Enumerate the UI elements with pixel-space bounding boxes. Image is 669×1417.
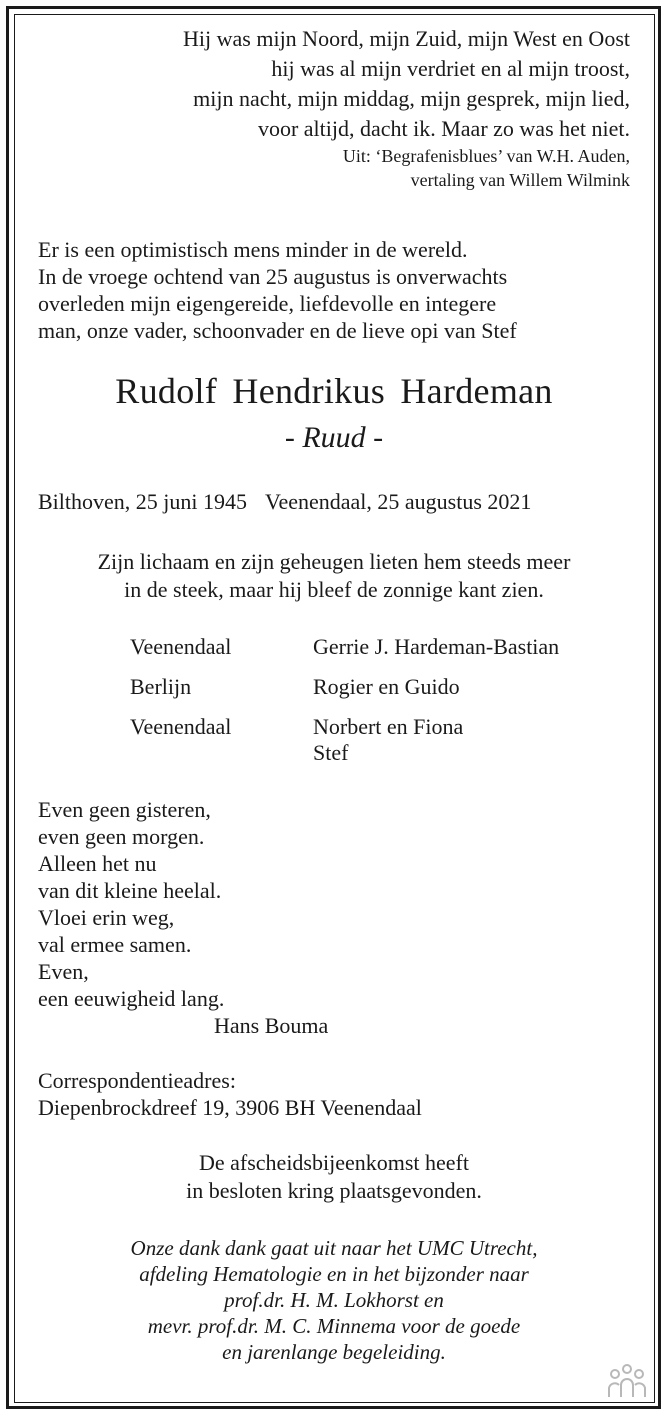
poem-line: Even,: [38, 959, 89, 984]
thanks-line: Onze dank dank gaat uit naar het UMC Utrecht,: [130, 1236, 538, 1260]
family-row: [38, 674, 630, 700]
announcement-line: man, onze vader, schoonvader en de lieve opi van Stef: [38, 318, 517, 343]
poem-line: hij was al mijn verdriet en al mijn troost,: [271, 56, 630, 81]
quote-line: in de steek, maar hij bleef de zonnige kant zien.: [124, 577, 544, 602]
announcement-line: In de vroege ochtend van 25 augustus is onverwachts: [38, 264, 508, 289]
life-dates: [38, 488, 630, 516]
family-place: Veenendaal: [130, 714, 232, 739]
poem-line: val ermee samen.: [38, 932, 192, 957]
poem-author: Hans Bouma: [214, 1013, 329, 1038]
family-names: Gerrie J. Hardeman-Bastian: [313, 634, 560, 659]
farewell-line: in besloten kring plaatsgevonden.: [186, 1178, 482, 1203]
poem-line: Alleen het nu: [38, 851, 157, 876]
correspondence-address: [38, 1067, 630, 1121]
thanks-line: en jarenlange begeleiding.: [222, 1340, 446, 1364]
poem-line: een eeuwigheid lang.: [38, 986, 225, 1011]
poem-translation: vertaling van Willem Wilmink: [410, 170, 630, 190]
family-names: Norbert en Fiona: [313, 714, 464, 739]
poem-line: mijn nacht, mijn middag, mijn gesprek, mijn lied,: [193, 86, 630, 111]
obituary-content: [38, 24, 630, 1365]
people-logo-icon: [607, 1363, 647, 1399]
announcement-line: Er is een optimistisch mens minder in de wereld.: [38, 237, 468, 262]
thanks-line: prof.dr. H. M. Lokhorst en: [224, 1288, 444, 1312]
poem-line: even geen morgen.: [38, 824, 205, 849]
family-place: Veenendaal: [130, 634, 232, 659]
poem-line: Hij was mijn Noord, mijn Zuid, mijn West en Oost: [183, 26, 630, 51]
farewell-notice: [38, 1149, 630, 1205]
family-row: [38, 714, 630, 766]
poem-attribution: Uit: ‘Begrafenisblues’ van W.H. Auden,: [342, 146, 630, 166]
correspondence-street: Diepenbrockdreef 19, 3906 BH Veenendaal: [38, 1095, 422, 1120]
family-place: Berlijn: [130, 674, 192, 699]
thanks-line: mevr. prof.dr. M. C. Minnema voor de goede: [147, 1314, 521, 1338]
deceased-nickname: - Ruud -: [284, 421, 384, 454]
poem-line: Vloei erin weg,: [38, 905, 175, 930]
birth-date: Bilthoven, 25 juni 1945: [38, 489, 247, 514]
poem-line: van dit kleine heelal.: [38, 878, 222, 903]
family-names: Rogier en Guido: [313, 674, 460, 699]
announcement-line: overleden mijn eigengereide, liefdevolle en integere: [38, 291, 497, 316]
farewell-line: De afscheidsbijeenkomst heeft: [198, 1150, 469, 1175]
thanks-line: afdeling Hematologie en in het bijzonder naar: [139, 1262, 529, 1286]
family-list: [38, 634, 630, 766]
opening-poem: [38, 24, 630, 192]
quote-line: Zijn lichaam en zijn geheugen lieten hem steeds meer: [97, 549, 571, 574]
deceased-name: Rudolf Hendrikus Hardeman: [115, 371, 553, 411]
announcement-text: [38, 236, 630, 344]
death-date: Veenendaal, 25 augustus 2021: [265, 489, 532, 514]
poem-line: Even geen gisteren,: [38, 797, 211, 822]
memorial-quote: [38, 548, 630, 604]
family-row: [38, 634, 630, 660]
thanks-notice: [38, 1235, 630, 1365]
poem-line: voor altijd, dacht ik. Maar zo was het niet.: [257, 116, 630, 141]
family-names: Stef: [313, 740, 349, 765]
closing-poem: [38, 796, 630, 1039]
correspondence-label: Correspondentieadres:: [38, 1068, 236, 1093]
